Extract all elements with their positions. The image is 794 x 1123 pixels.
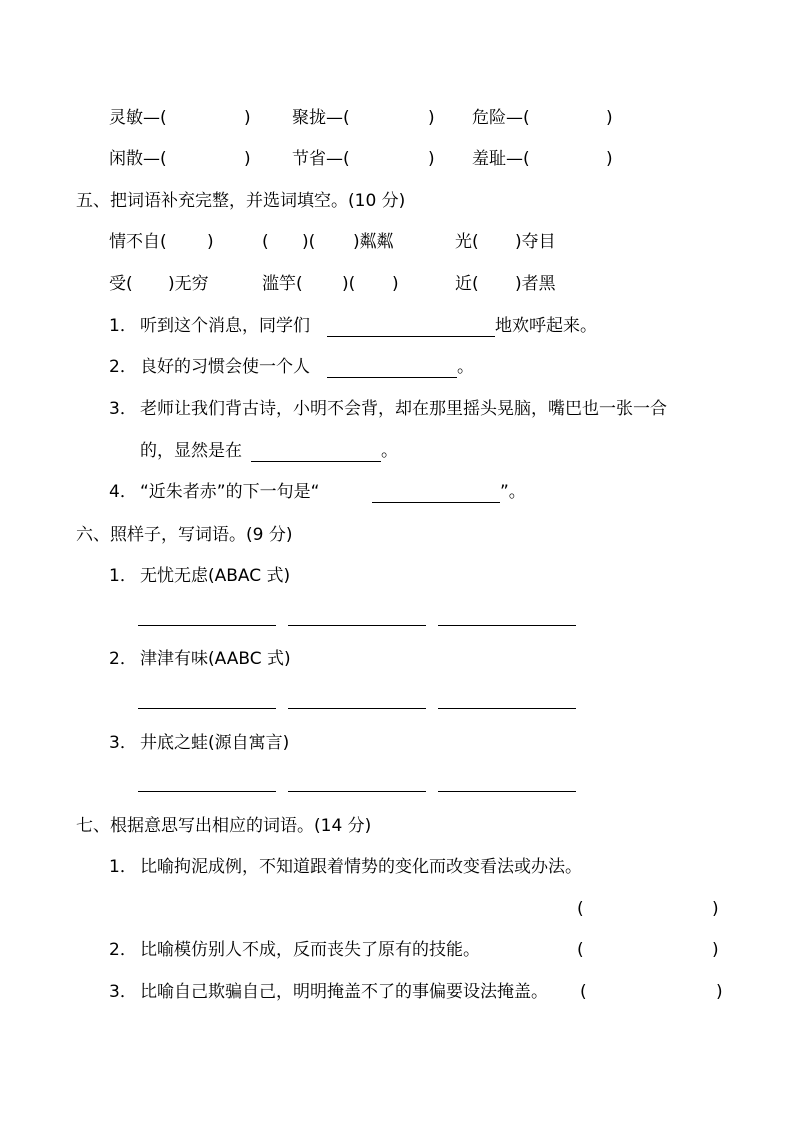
question-text: 无忧无虑(ABAC 式): [140, 566, 291, 586]
question-text: 。: [381, 441, 398, 461]
question-number: 1．: [109, 857, 137, 877]
question-text: 良好的习惯会使一个人: [140, 357, 310, 377]
question-text: 听到这个消息，同学们: [140, 316, 310, 336]
pair-label: 危险—(: [472, 108, 530, 128]
paren-open: (: [577, 899, 584, 919]
question-text: 的，显然是在: [140, 441, 242, 461]
idiom-part: (: [262, 232, 269, 252]
question-number: 2．: [109, 940, 137, 960]
idiom-part: )(: [342, 274, 356, 294]
idiom-part: )无穷: [168, 274, 209, 294]
question-number: 1．: [109, 316, 137, 336]
section-7-heading: 七、根据意思写出相应的词语。(14 分): [76, 816, 372, 836]
answer-blank[interactable]: [138, 625, 276, 626]
question-number: 1．: [109, 566, 137, 586]
idiom-part: ): [392, 274, 399, 294]
question-number: 2．: [109, 357, 137, 377]
question-text: “近朱者赤”的下一句是“: [140, 482, 320, 502]
section-6-heading: 六、照样子，写词语。(9 分): [76, 525, 293, 545]
idiom-part: 近(: [455, 274, 479, 294]
answer-blank[interactable]: [251, 461, 381, 462]
paren-open: (: [580, 982, 587, 1002]
answer-blank[interactable]: [438, 625, 576, 626]
section-5-heading: 五、把词语补充完整，并选词填空。(10 分): [76, 191, 406, 211]
idiom-part: )者黑: [515, 274, 556, 294]
idiom-part: 滥竽(: [262, 274, 303, 294]
question-text: 比喻模仿别人不成，反而丧失了原有的技能。: [140, 940, 480, 960]
pair-label: 灵敏—(: [109, 108, 167, 128]
question-text: ”。: [500, 482, 526, 502]
question-number: 2．: [109, 649, 137, 669]
question-text: 比喻拘泥成例，不知道跟着情势的变化而改变看法或办法。: [140, 857, 582, 877]
answer-blank[interactable]: [288, 708, 426, 709]
paren-close: ): [428, 149, 435, 169]
pair-label: 节省—(: [292, 149, 350, 169]
question-number: 3．: [109, 733, 137, 753]
idiom-part: )粼粼: [353, 232, 394, 252]
answer-blank[interactable]: [138, 791, 276, 792]
paren-open: (: [577, 940, 584, 960]
paren-close: ): [244, 108, 251, 128]
paren-close: ): [712, 899, 719, 919]
idiom-part: 情不自(: [109, 232, 167, 252]
answer-blank[interactable]: [372, 502, 500, 503]
paren-close: ): [428, 108, 435, 128]
question-text: 。: [457, 357, 474, 377]
question-number: 3．: [109, 982, 137, 1002]
paren-close: ): [606, 149, 613, 169]
answer-blank[interactable]: [327, 336, 495, 337]
question-text: 地欢呼起来。: [495, 316, 597, 336]
question-number: 3．: [109, 399, 137, 419]
paren-close: ): [606, 108, 613, 128]
question-text: 井底之蛙(源自寓言): [140, 733, 290, 753]
idiom-part: )夺目: [515, 232, 556, 252]
answer-blank[interactable]: [438, 708, 576, 709]
pair-label: 闲散—(: [109, 149, 167, 169]
paren-close: ): [716, 982, 723, 1002]
paren-close: ): [244, 149, 251, 169]
idiom-part: )(: [302, 232, 316, 252]
question-text: 比喻自己欺骗自己，明明掩盖不了的事偏要设法掩盖。: [140, 982, 548, 1002]
question-number: 4．: [109, 482, 137, 502]
question-text: 津津有味(AABC 式): [140, 649, 291, 669]
idiom-part: 受(: [109, 274, 133, 294]
idiom-part: ): [207, 232, 214, 252]
idiom-part: 光(: [455, 232, 479, 252]
question-text: 老师让我们背古诗，小明不会背，却在那里摇头晃脑，嘴巴也一张一合: [140, 399, 667, 419]
answer-blank[interactable]: [138, 708, 276, 709]
answer-blank[interactable]: [438, 791, 576, 792]
pair-label: 聚拢—(: [292, 108, 350, 128]
answer-blank[interactable]: [327, 377, 457, 378]
answer-blank[interactable]: [288, 625, 426, 626]
pair-label: 羞耻—(: [472, 149, 530, 169]
answer-blank[interactable]: [288, 791, 426, 792]
paren-close: ): [712, 940, 719, 960]
